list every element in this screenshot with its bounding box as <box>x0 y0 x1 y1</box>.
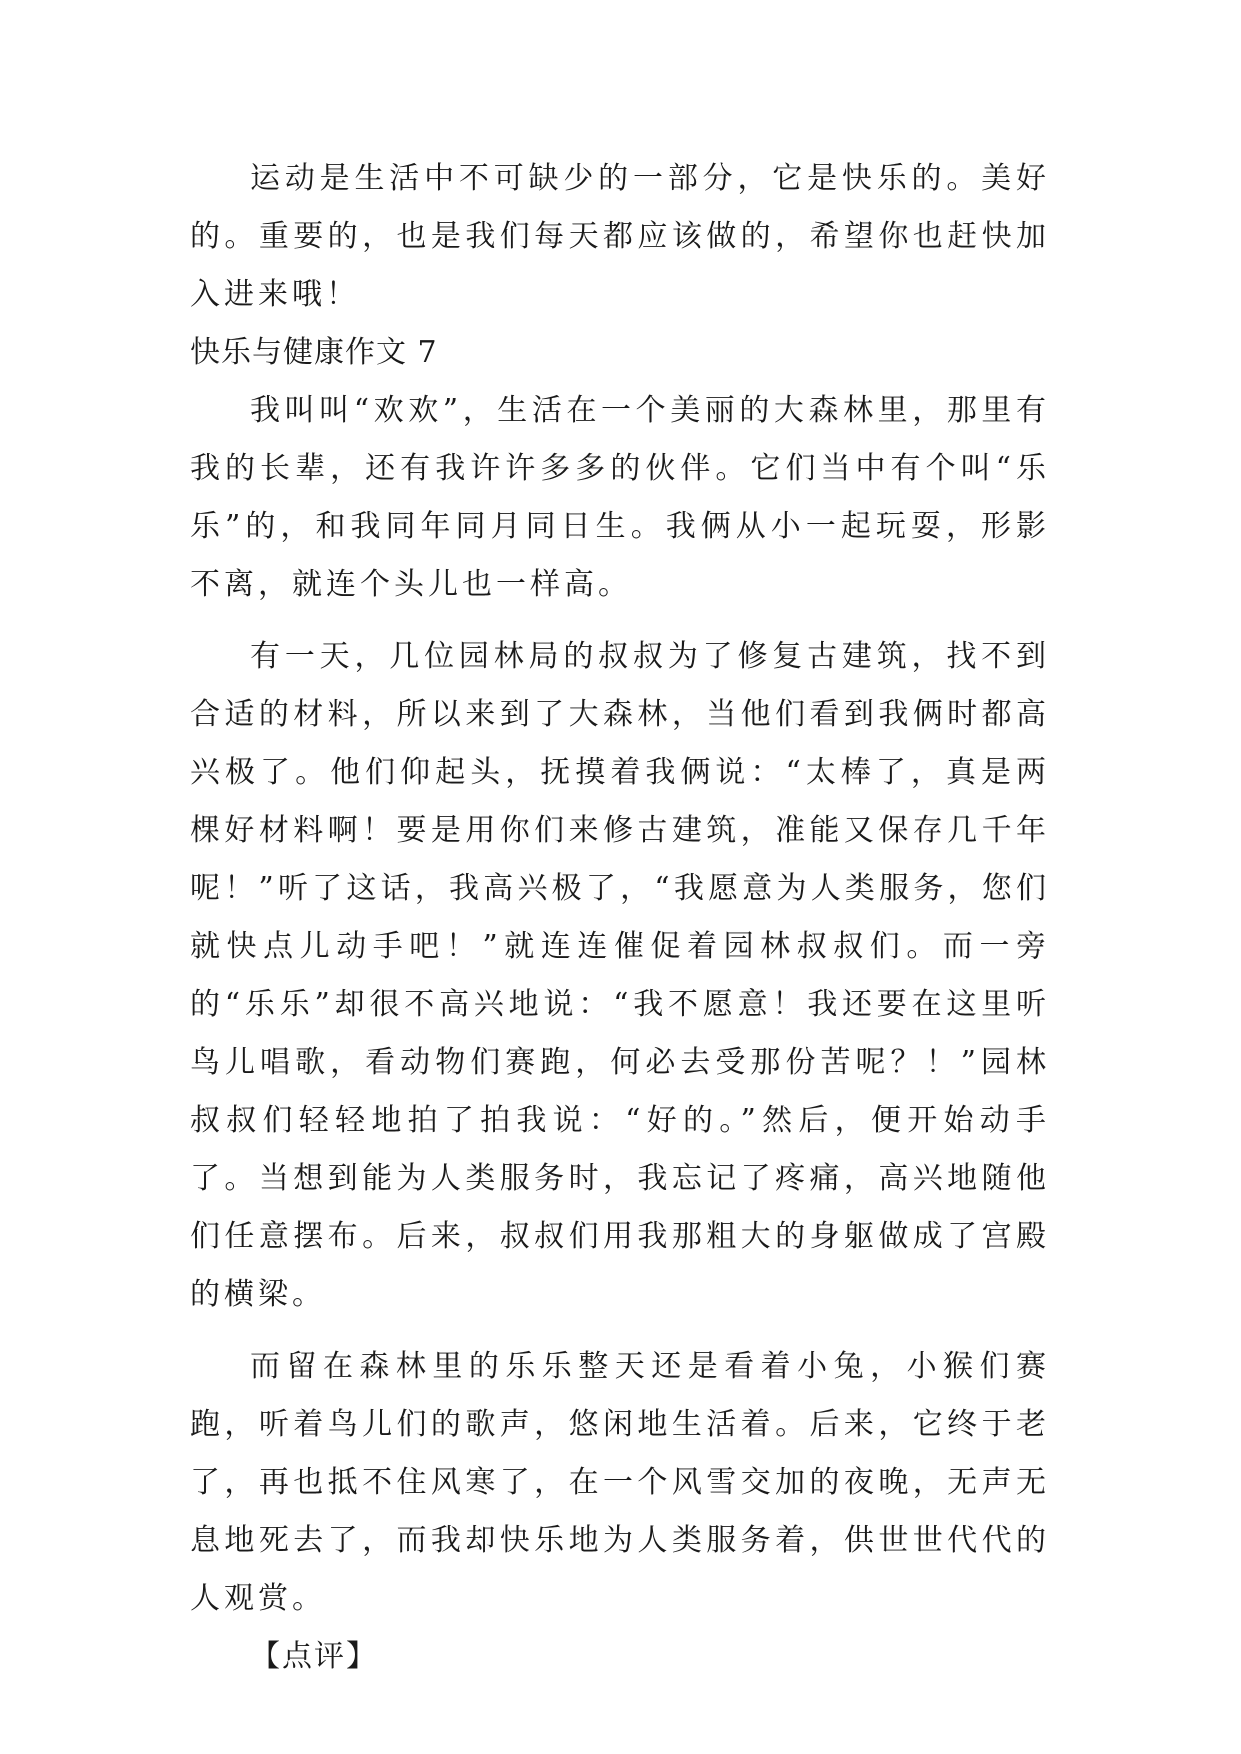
section-title: 快乐与健康作文 7 <box>190 335 438 370</box>
paragraph-exercise-conclusion: 运动是生活中不可缺少的一部分，它是快乐的。美好的。重要的，也是我们每天都应该做的，希望你也赶快加入进来哦！ <box>190 161 1050 312</box>
comment-label: 【点评】 <box>250 1639 378 1674</box>
document-body <box>190 150 1050 1686</box>
paragraph-lele-fate: 而留在森林里的乐乐整天还是看着小兔，小猴们赛跑，听着鸟儿们的歌声，悠闲地生活着。后来，它终于老了，再也抵不住风寒了，在一个风雪交加的夜晚，无声无息地死去了，而我却快乐地为人类服务着，供世世代代的人观赏。 <box>190 1349 1050 1616</box>
paragraph-forestry-visit: 有一天，几位园林局的叔叔为了修复古建筑，找不到合适的材料，所以来到了大森林，当他们看到我俩时都高兴极了。他们仰起头，抚摸着我俩说：“太棒了，真是两棵好材料啊！要是用你们来修古建筑，准能又保存几千年呢！”听了这话，我高兴极了，“我愿意为人类服务，您们就快点儿动手吧！”就连连催促着园林叔叔们。而一旁的“乐乐”却很不高兴地说：“我不愿意！我还要在这里听鸟儿唱歌，看动物们赛跑，何必去受那份苦呢？！”园林叔叔们轻轻地拍了拍我说：“好的。”然后，便开始动手了。当想到能为人类服务时，我忘记了疼痛，高兴地随他们任意摆布。后来，叔叔们用我那粗大的身躯做成了宫殿的横梁。 <box>190 639 1050 1312</box>
paragraph-intro-huanhuan: 我叫叫“欢欢”，生活在一个美丽的大森林里，那里有我的长辈，还有我许许多多的伙伴。它们当中有个叫“乐乐”的，和我同年同月同日生。我俩从小一起玩耍，形影不离，就连个头儿也一样高。 <box>190 393 1050 602</box>
